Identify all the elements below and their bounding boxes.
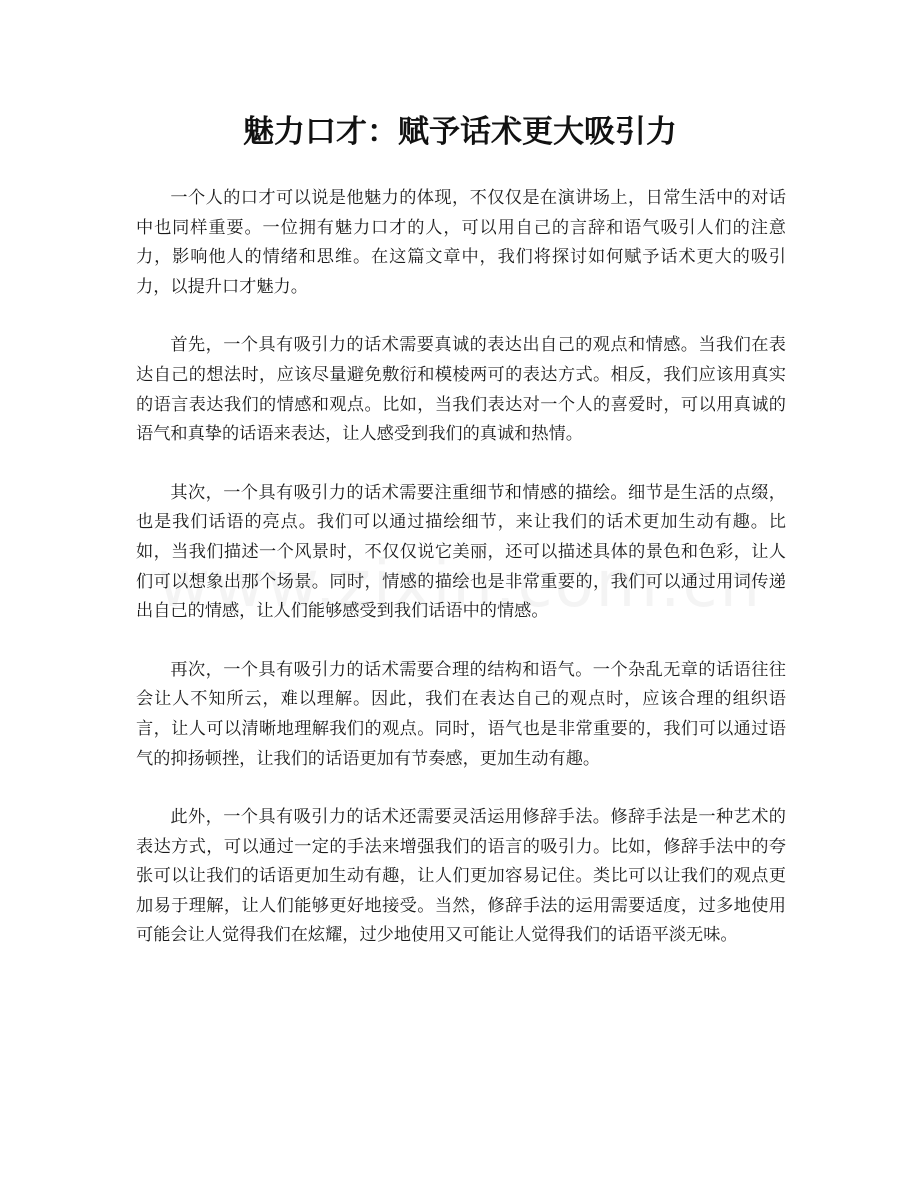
document-title: 魅力口才：赋予话术更大吸引力 bbox=[243, 114, 677, 150]
paragraph-3: 其次，一个具有吸引力的话术需要注重细节和情感的描绘。细节是生活的点缀，也是我们话语的亮点。我们可以通过描绘细节，来让我们的话术更加生动有趣。比如，当我们描述一个风景时，不仅仅说它美丽，还可以描述具体的景色和色彩，让人们可以想象出那个场景。同时，情感的描绘也是非常重要的，我们可以通过用词传递出自己的情感，让人们能够感受到我们话语中的情感。 bbox=[136, 482, 786, 622]
paragraph-5: 此外，一个具有吸引力的话术还需要灵活运用修辞手法。修辞手法是一种艺术的表达方式，可以通过一定的手法来增强我们的语言的吸引力。比如，修辞手法中的夸张可以让我们的话语更加生动有趣，让人们更加容易记住。类比可以让我们的观点更加易于理解，让人们能够更好地接受。当然，修辞手法的运用需要适度，过多地使用可能会让人觉得我们在炫耀，过少地使用又可能让人觉得我们的话语平淡无味。 bbox=[136, 807, 786, 946]
paragraph-1: 一个人的口才可以说是他魅力的体现，不仅仅是在演讲场上，日常生活中的对话中也同样重要。一位拥有魅力口才的人，可以用自己的言辞和语气吸引人们的注意力，影响他人的情绪和思维。在这篇文章中，我们将探讨如何赋予话术更大的吸引力，以提升口才魅力。 bbox=[136, 188, 786, 297]
document-body bbox=[136, 184, 786, 980]
paragraph-2: 首先，一个具有吸引力的话术需要真诚的表达出自己的观点和情感。当我们在表达自己的想法时，应该尽量避免敷衍和模棱两可的表达方式。相反，我们应该用真实的语言表达我们的情感和观点。比如，当我们表达对一个人的喜爱时，可以用真诚的语气和真挚的话语来表达，让人感受到我们的真诚和热情。 bbox=[136, 335, 786, 445]
paragraph-4: 再次，一个具有吸引力的话术需要合理的结构和语气。一个杂乱无章的话语往往会让人不知所云，难以理解。因此，我们在表达自己的观点时，应该合理的组织语言，让人可以清晰地理解我们的观点。同时，语气也是非常重要的，我们可以通过语气的抑扬顿挫，让我们的话语更加有节奏感，更加生动有趣。 bbox=[136, 659, 786, 769]
